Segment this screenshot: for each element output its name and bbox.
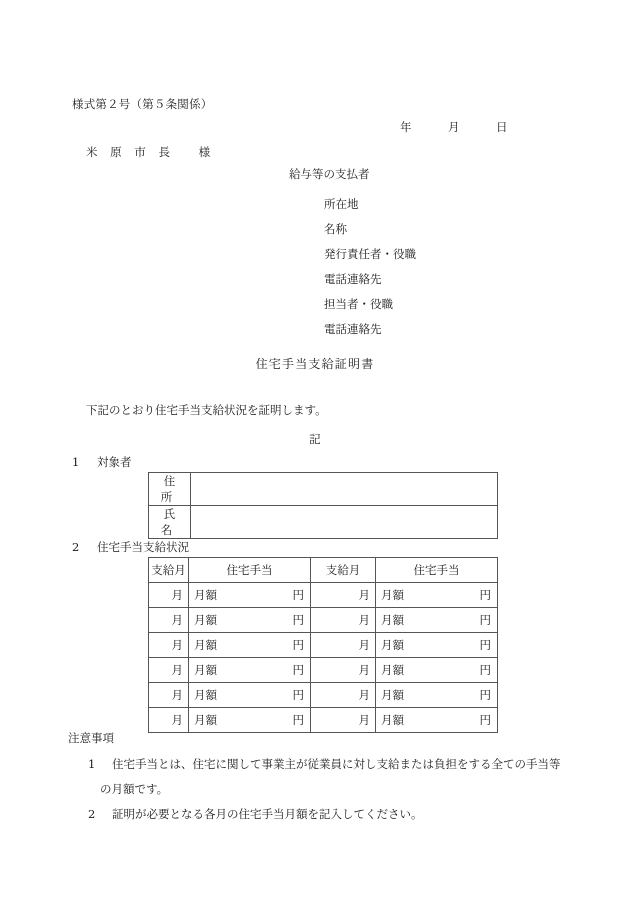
note-1-line-2: の月額です。 (100, 782, 169, 796)
amount-suffix: 円 (479, 688, 491, 702)
amount-prefix: 月額 (381, 663, 404, 677)
table-row (149, 608, 498, 633)
document-title: 住宅手当支給証明書 (255, 357, 375, 371)
month-suffix: 月 (358, 688, 370, 702)
amount-prefix: 月額 (194, 588, 217, 602)
header-month-left: 支給月 (149, 558, 189, 583)
subject-name-value[interactable] (191, 506, 498, 539)
amount-suffix: 円 (292, 688, 304, 702)
amount-suffix: 円 (479, 663, 491, 677)
amount-prefix: 月額 (194, 688, 217, 702)
amount-cell-left[interactable] (189, 683, 311, 708)
month-cell-left[interactable] (149, 708, 189, 733)
payer-field-contact-title: 担当者・役職 (324, 297, 393, 311)
note-2-line-1: 証明が必要となる各月の住宅手当月額を記入してください。 (112, 807, 423, 821)
month-suffix: 月 (171, 688, 183, 702)
amount-prefix: 月額 (381, 613, 404, 627)
amount-cell-right[interactable] (376, 683, 498, 708)
header-allowance-left: 住宅手当 (189, 558, 311, 583)
month-suffix: 月 (171, 713, 183, 727)
note-1-number: 1 (88, 757, 96, 771)
table-row (149, 583, 498, 608)
amount-prefix: 月額 (194, 663, 217, 677)
amount-suffix: 円 (292, 588, 304, 602)
amount-cell-right[interactable] (376, 658, 498, 683)
payer-field-name: 名称 (324, 222, 347, 236)
amount-prefix: 月額 (381, 588, 404, 602)
table-row (149, 708, 498, 733)
subject-address-label: 住 所 (149, 473, 191, 506)
month-cell-left[interactable] (149, 608, 189, 633)
month-cell-left[interactable] (149, 583, 189, 608)
month-cell-left[interactable] (149, 683, 189, 708)
month-cell-right[interactable] (311, 658, 376, 683)
section2-label: 住宅手当支給状況 (97, 540, 189, 554)
section1-label: 対象者 (97, 455, 132, 469)
amount-cell-left[interactable] (189, 608, 311, 633)
amount-prefix: 月額 (381, 713, 404, 727)
month-cell-right[interactable] (311, 583, 376, 608)
table-row (149, 506, 498, 539)
amount-suffix: 円 (292, 613, 304, 627)
table-header-row (149, 558, 498, 583)
section2-number: 2 (72, 540, 80, 554)
amount-cell-left[interactable] (189, 658, 311, 683)
amount-cell-left[interactable] (189, 583, 311, 608)
certification-statement: 下記のとおり住宅手当支給状況を証明します。 (86, 403, 327, 417)
amount-suffix: 円 (292, 713, 304, 727)
payer-heading: 給与等の支払者 (289, 167, 370, 181)
amount-suffix: 円 (292, 663, 304, 677)
note-1-line-1: 住宅手当とは、住宅に関して事業主が従業員に対し支給または負担をする全ての手当等 (112, 757, 561, 771)
table-row (149, 683, 498, 708)
month-suffix: 月 (358, 663, 370, 677)
month-suffix: 月 (358, 713, 370, 727)
month-suffix: 月 (171, 588, 183, 602)
month-suffix: 月 (358, 638, 370, 652)
amount-suffix: 円 (479, 613, 491, 627)
month-cell-right[interactable] (311, 608, 376, 633)
amount-suffix: 円 (292, 638, 304, 652)
payment-status-table (148, 557, 498, 733)
amount-prefix: 月額 (194, 613, 217, 627)
payer-field-location: 所在地 (324, 197, 359, 211)
date-line: 年 月 日 (400, 120, 508, 134)
amount-cell-right[interactable] (376, 633, 498, 658)
note-2-number: 2 (88, 807, 96, 821)
ki-marker: 記 (309, 432, 321, 446)
month-suffix: 月 (171, 663, 183, 677)
month-cell-left[interactable] (149, 633, 189, 658)
header-month-right: 支給月 (311, 558, 376, 583)
table-row (149, 473, 498, 506)
payer-field-contact-phone: 電話連絡先 (324, 322, 382, 336)
section1-number: 1 (72, 455, 80, 469)
amount-prefix: 月額 (194, 713, 217, 727)
table-row (149, 633, 498, 658)
form-number: 様式第２号（第５条関係） (72, 97, 213, 111)
addressee-line: 米 原 市 長 様 (86, 145, 215, 159)
month-cell-right[interactable] (311, 683, 376, 708)
month-suffix: 月 (358, 588, 370, 602)
subject-name-label: 氏 名 (149, 506, 191, 539)
header-allowance-right: 住宅手当 (376, 558, 498, 583)
amount-suffix: 円 (479, 713, 491, 727)
amount-cell-right[interactable] (376, 583, 498, 608)
amount-suffix: 円 (479, 638, 491, 652)
amount-cell-left[interactable] (189, 633, 311, 658)
subject-address-value[interactable] (191, 473, 498, 506)
amount-prefix: 月額 (381, 638, 404, 652)
notes-heading: 注意事項 (68, 731, 114, 745)
amount-prefix: 月額 (381, 688, 404, 702)
month-suffix: 月 (171, 638, 183, 652)
amount-cell-right[interactable] (376, 608, 498, 633)
payer-field-issuer-phone: 電話連絡先 (324, 272, 382, 286)
payer-field-issuer-title: 発行責任者・役職 (324, 247, 416, 261)
month-cell-right[interactable] (311, 708, 376, 733)
month-suffix: 月 (171, 613, 183, 627)
amount-cell-right[interactable] (376, 708, 498, 733)
month-suffix: 月 (358, 613, 370, 627)
table-row (149, 658, 498, 683)
amount-prefix: 月額 (194, 638, 217, 652)
month-cell-left[interactable] (149, 658, 189, 683)
amount-suffix: 円 (479, 588, 491, 602)
subject-table (148, 472, 498, 539)
amount-cell-left[interactable] (189, 708, 311, 733)
month-cell-right[interactable] (311, 633, 376, 658)
